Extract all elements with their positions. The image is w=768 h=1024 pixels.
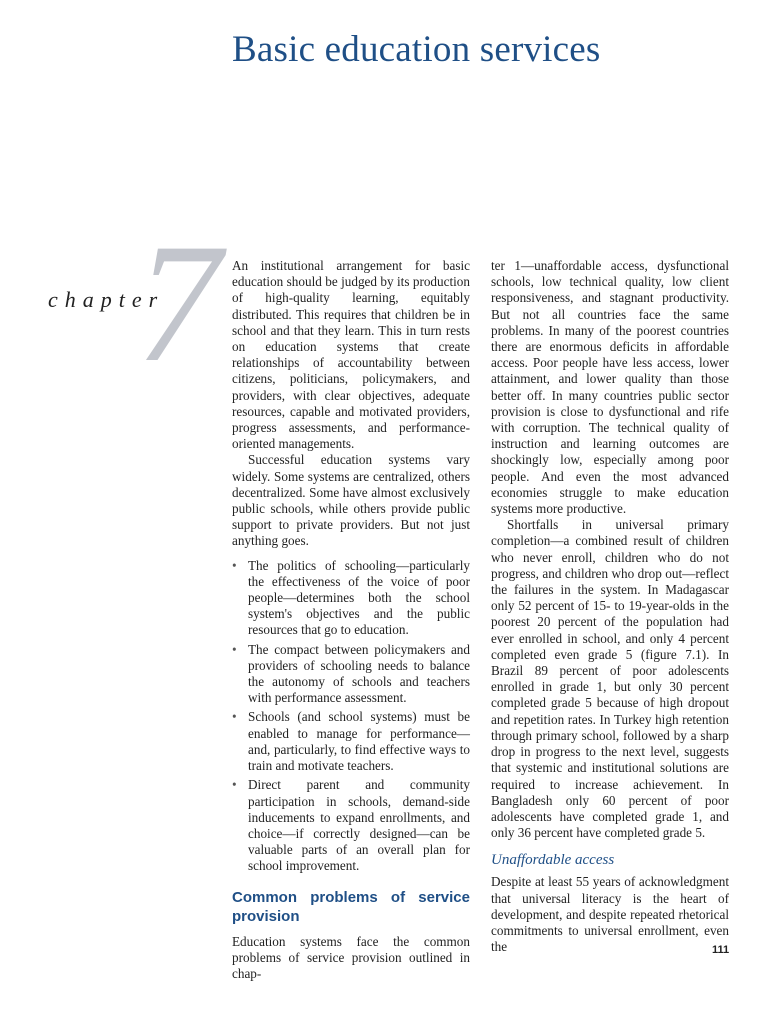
list-item: • The politics of schooling—particularly the effectiveness of the voice of poor people—determines both the school system's objectives and the public resources that go to education.	[232, 558, 470, 639]
bullet-list	[232, 558, 470, 875]
section-heading: Common problems of service provision	[232, 888, 470, 925]
paragraph: Shortfalls in universal primary completion—a combined result of children who never enroll, children who do not progress, and children who drop out—reflect the failures in the system. In Madagascar only 52 percent of 15- to 19-year-olds in the poorest 20 percent of the population had ever enrolled in school, and only 4 percent completed even grade 5 (figure 7.1). In Brazil 89 percent of poor adolescents enrolled in grade 1, but only 30 percent completed grade 5 because of high dropout and repetition rates. In Turkey high retention through primary school, followed by a sharp drop in progress to the next level, suggests that systemic and institutional solutions are required to increase achievement. In Bangladesh only 60 percent of poor adolescents have completed grade 1, and only 36 percent have completed grade 5.	[491, 517, 729, 841]
list-item: • Schools (and school systems) must be enabled to manage for performance—and, particularly, to find effective ways to train and motivate teachers.	[232, 709, 470, 774]
text-column-left	[232, 258, 470, 982]
chapter-number: 7	[136, 209, 221, 397]
paragraph: An institutional arrangement for basic education should be judged by its production of high-quality learning, equitably distributed. This requires that children be in school and that they learn. This in turn rests on education systems that create relationships of accountability between citizens, politicians, policymakers, and providers, with clear objectives, adequate resources, capable and motivated providers, progress assessments, and performance-oriented managements.	[232, 258, 470, 452]
page-number: 111	[712, 944, 730, 956]
text-column-right	[491, 258, 729, 955]
paragraph: Education systems face the common problems of service provision outlined in chap-	[232, 933, 470, 981]
paragraph: Despite at least 55 years of acknowledgment that universal literacy is the heart of development, and despite repeated rhetorical commitments to universal enrollment, even the	[491, 874, 729, 955]
list-item: • The compact between policymakers and providers of schooling needs to balance the autonomy of schools and teachers with performance assessment.	[232, 642, 470, 707]
paragraph: ter 1—unaffordable access, dysfunctional schools, low technical quality, low client responsiveness, and stagnant productivity. But not all countries face the same problems. In many of the poorest countries there are enormous deficits in affordable access. Poor people have less access, lower attainment, and lower quality than those better off. In many countries public sector provision is close to dysfunctional and rife with corruption. The technical quality of instruction and learning outcomes are shockingly low, especially among poor people. And even the most advanced economies struggle to make education systems more productive.	[491, 258, 729, 517]
subsection-heading: Unaffordable access	[491, 852, 615, 869]
list-item: • Direct parent and community participation in schools, demand-side inducements to expand enrollments, and choice—if correctly designed—can be valuable parts of an overall plan for school improvement.	[232, 777, 470, 874]
chapter-label: chapter	[48, 287, 165, 312]
paragraph: Successful education systems vary widely. Some systems are centralized, others decentralized. Some have almost exclusively public schools, while others provide public support to private providers. But not just anything goes.	[232, 452, 470, 549]
chapter-title: Basic education services	[232, 29, 601, 70]
